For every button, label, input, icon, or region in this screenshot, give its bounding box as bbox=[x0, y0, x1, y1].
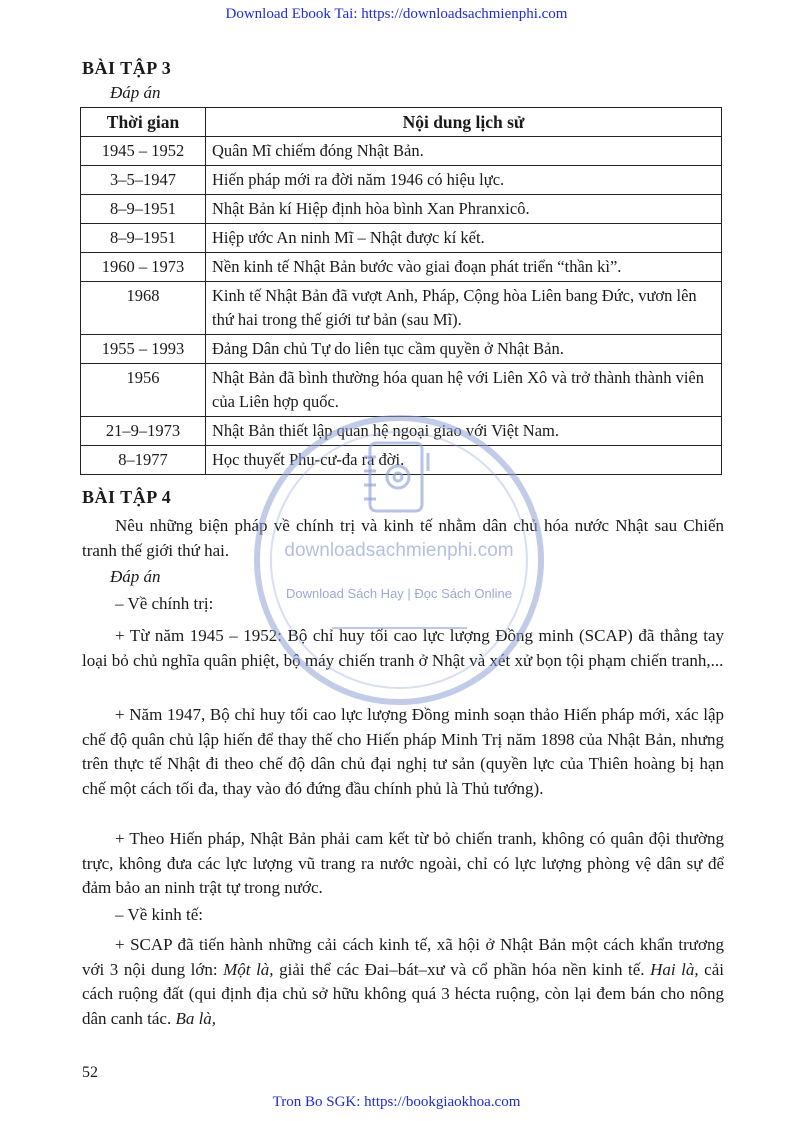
time-cell: 8–9–1951 bbox=[81, 224, 206, 253]
time-cell: 1960 – 1973 bbox=[81, 253, 206, 282]
table-row bbox=[81, 335, 722, 364]
time-cell: 1968 bbox=[81, 282, 206, 335]
watermark-tagline: Download Sách Hay | Đọc Sách Online bbox=[286, 586, 512, 601]
exercise-3-title: BÀI TẬP 3 bbox=[82, 58, 172, 78]
footer-sgk-link[interactable]: Tron Bo SGK: https://bookgiaokhoa.com bbox=[272, 1094, 521, 1110]
time-cell: 1945 – 1952 bbox=[81, 137, 206, 166]
economy-heading: – Về kinh tế: bbox=[115, 905, 203, 924]
politics-item-3: + Theo Hiến pháp, Nhật Bản phải cam kết từ bỏ chiến tranh, không có quân đội thường trực, không đưa các lực lượng vũ trang ra nước ngoài, chỉ có lực lượng phòng vệ dân sự để đảm bảo an ninh trật tự trong nước. bbox=[82, 829, 724, 897]
table-row bbox=[81, 446, 722, 475]
table-row bbox=[81, 282, 722, 335]
exercise-4-question: Nêu những biện pháp về chính trị và kinh tế nhằm dân chủ hóa nước Nhật sau Chiến tranh thế giới thứ hai. bbox=[82, 516, 724, 560]
table-row bbox=[81, 166, 722, 195]
table-row bbox=[81, 253, 722, 282]
content-cell: Nhật Bản đã bình thường hóa quan hệ với Liên Xô và trở thành thành viên của Liên hợp quốc. bbox=[206, 364, 722, 417]
table-row bbox=[81, 137, 722, 166]
exercise-4-answer-label: Đáp án bbox=[110, 567, 161, 586]
content-cell: Nhật Bản kí Hiệp định hòa bình Xan Phranxicô. bbox=[206, 195, 722, 224]
content-cell: Hiến pháp mới ra đời năm 1946 có hiệu lực. bbox=[206, 166, 722, 195]
content-cell: Kinh tế Nhật Bản đã vượt Anh, Pháp, Cộng hòa Liên bang Đức, vươn lên thứ hai trong thế giới tư bản (sau Mĩ). bbox=[206, 282, 722, 335]
content-cell: Quân Mĩ chiếm đóng Nhật Bản. bbox=[206, 137, 722, 166]
content-cell: Đảng Dân chủ Tự do liên tục cầm quyền ở Nhật Bản. bbox=[206, 335, 722, 364]
exercise-3-answer-label: Đáp án bbox=[110, 83, 161, 102]
table-row bbox=[81, 364, 722, 417]
time-cell: 21–9–1973 bbox=[81, 417, 206, 446]
politics-item-2: + Năm 1947, Bộ chỉ huy tối cao lực lượng Đồng minh soạn thảo Hiến pháp mới, xác lập chế độ quân chủ lập hiến để thay thế cho Hiến pháp Minh Trị năm 1898 của Nhật Bản, nhưng trên thực tế Nhật đi theo chế độ dân chủ đại nghị tư sản (quyền lực của Thiên hoàng bị hạn chế một cách tối đa, thay vào đó đứng đầu chính phủ là Thủ tướng). bbox=[82, 705, 724, 798]
table-row bbox=[81, 224, 722, 253]
history-table bbox=[80, 107, 722, 475]
content-cell: Học thuyết Phu-cư-đa ra đời. bbox=[206, 446, 722, 475]
content-column-header: Nội dung lịch sử bbox=[206, 108, 722, 137]
page-number: 52 bbox=[82, 1064, 98, 1081]
time-column-header: Thời gian bbox=[81, 108, 206, 137]
time-cell: 8–9–1951 bbox=[81, 195, 206, 224]
content-cell: Hiệp ước An ninh Mĩ – Nhật được kí kết. bbox=[206, 224, 722, 253]
table-row bbox=[81, 417, 722, 446]
table-header-row bbox=[81, 108, 722, 137]
politics-heading: – Về chính trị: bbox=[115, 594, 214, 613]
time-cell: 1956 bbox=[81, 364, 206, 417]
content-cell: Nền kinh tế Nhật Bản bước vào giai đoạn phát triển “thần kì”. bbox=[206, 253, 722, 282]
table-row bbox=[81, 195, 722, 224]
content-cell: Nhật Bản thiết lập quan hệ ngoại giao với Việt Nam. bbox=[206, 417, 722, 446]
exercise-4-title: BÀI TẬP 4 bbox=[82, 487, 172, 507]
time-cell: 1955 – 1993 bbox=[81, 335, 206, 364]
header-download-link[interactable]: Download Ebook Tai: https://downloadsachmienphi.com bbox=[225, 6, 568, 22]
time-cell: 3–5–1947 bbox=[81, 166, 206, 195]
economy-item-1: + SCAP đã tiến hành những cải cách kinh tế, xã hội ở Nhật Bản một cách khẩn trương với 3 nội dung lớn: Một là, giải thể các Đai–bát–xư và cổ phần hóa nền kinh tế. Hai là, cải cách ruộng đất (qui định địa chủ sở hữu không quá 3 hécta ruộng, còn lại đem bán cho nông dân canh tác. Ba là, bbox=[82, 935, 724, 1028]
politics-item-1: + Từ năm 1945 – 1952: Bộ chỉ huy tối cao lực lượng Đồng minh (SCAP) đã thẳng tay loại bỏ chủ nghĩa quân phiệt, bộ máy chiến tranh ở Nhật và xét xử bọn tội phạm chiến tranh,... bbox=[82, 626, 724, 670]
watermark-site-text: downloadsachmienphi.com bbox=[284, 540, 514, 561]
time-cell: 8–1977 bbox=[81, 446, 206, 475]
